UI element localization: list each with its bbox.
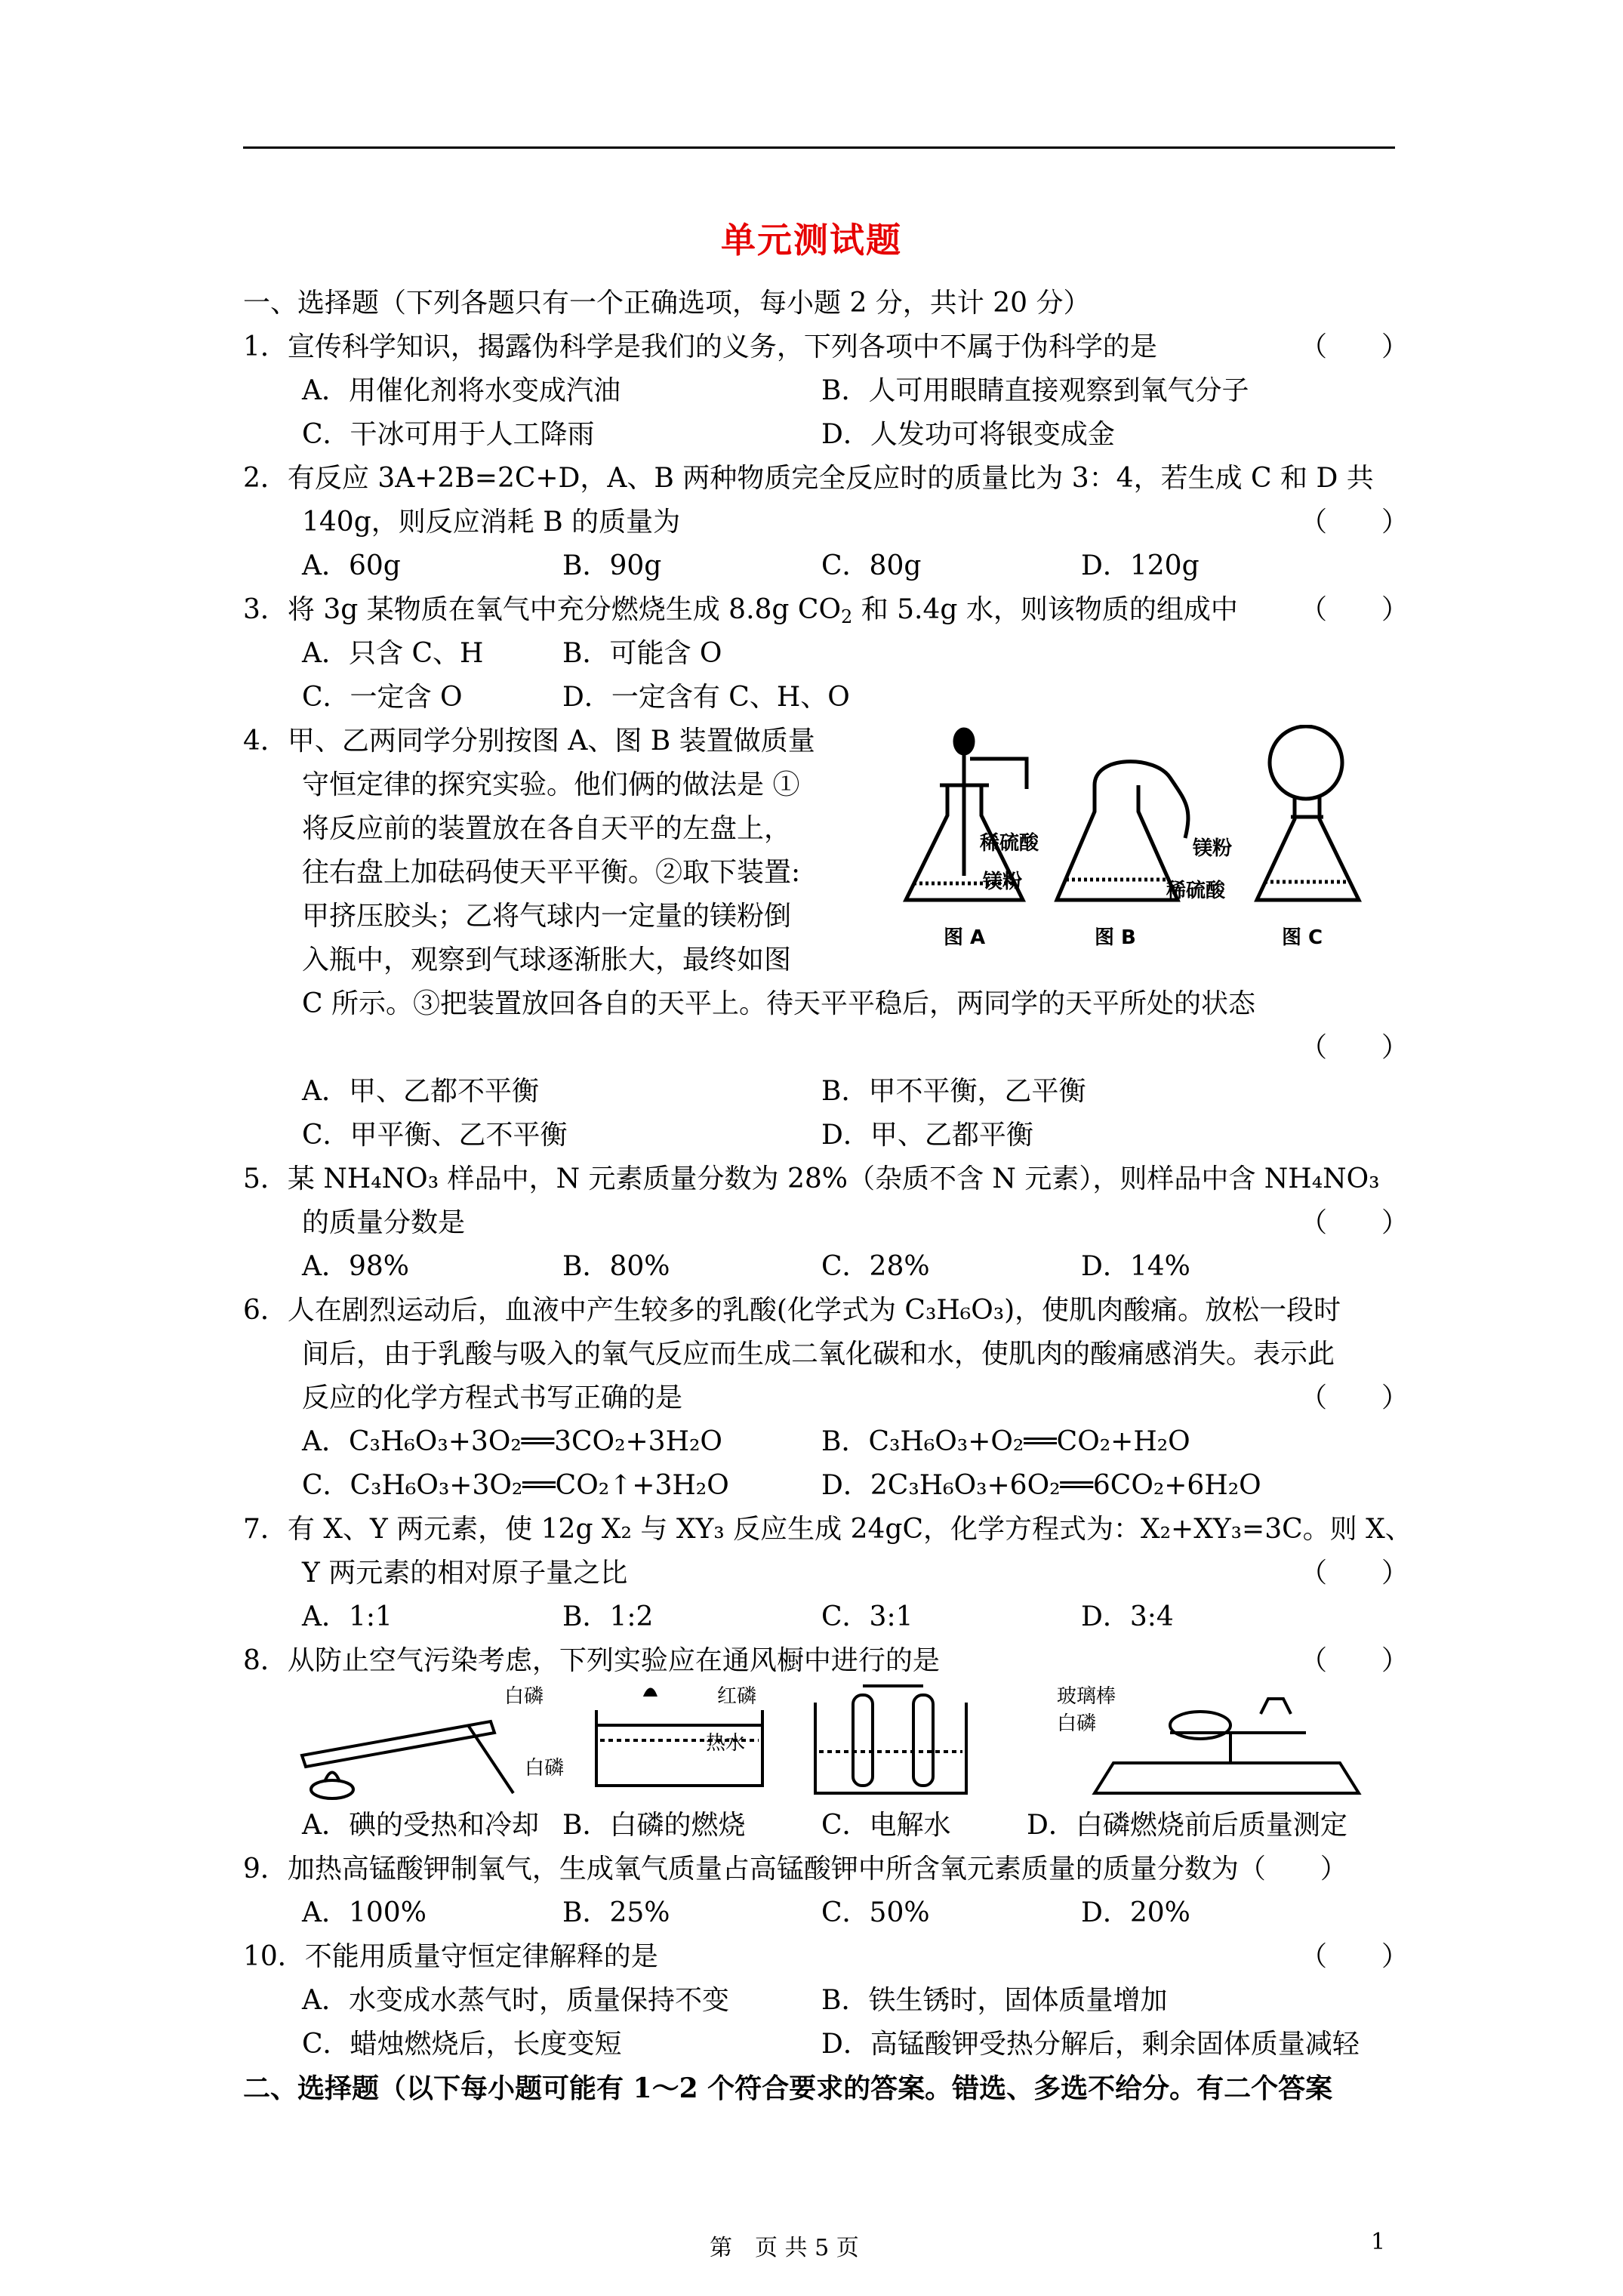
q6-line1: 6．人在剧烈运动后，血液中产生较多的乳酸(化学式为 C₃H₆O₃)，使肌肉酸痛。放松一段时 bbox=[243, 1295, 1341, 1326]
iodine-heating-apparatus bbox=[302, 1721, 513, 1798]
fig8-hot-water-label: 热水 bbox=[706, 1732, 746, 1755]
q5-option-c: C．28% bbox=[821, 1251, 930, 1282]
q8-option-c: C．电解水 bbox=[821, 1810, 951, 1841]
q3-option-d: D．一定含有 C、H、O bbox=[562, 682, 850, 713]
q10-answer-paren: （ ） bbox=[1300, 1941, 1409, 1972]
q4-line6: 入瓶中，观察到气球逐渐胀大，最终如图 bbox=[302, 945, 792, 975]
fig8-white-p-label-2: 白磷 bbox=[525, 1757, 565, 1780]
q8-option-a: A．碘的受热和冷却 bbox=[302, 1810, 539, 1841]
q6-answer-paren: （ ） bbox=[1300, 1382, 1409, 1413]
q5-line1: 5．某 NH₄NO₃ 样品中，N 元素质量分数为 28%（杂质不含 N 元素），则样品中含 NH₄NO₃ bbox=[243, 1163, 1380, 1194]
q4-line5: 甲挤压胶头；乙将气球内一定量的镁粉倒 bbox=[302, 901, 792, 932]
q5-option-a: A．98% bbox=[302, 1251, 410, 1282]
fig-c-caption: 图 C bbox=[1282, 926, 1323, 949]
q9-stem: 9．加热高锰酸钾制氧气，生成氧气质量占高锰酸钾中所含氧元素质量的质量分数为（ ） bbox=[243, 1854, 1347, 1885]
q6-line2: 间后，由于乳酸与吸入的氧气反应而生成二氧化碳和水，使肌肉的酸痛感消失。表示此 bbox=[302, 1339, 1335, 1370]
q8-stem: 8．从防止空气污染考虑，下列实验应在通风橱中进行的是 bbox=[243, 1645, 940, 1676]
q7-option-c: C．3:1 bbox=[821, 1601, 913, 1632]
q1-option-a: A．用催化剂将水变成汽油 bbox=[302, 375, 621, 406]
q4-line2: 守恒定律的探究实验。他们俩的做法是 ① bbox=[302, 769, 800, 800]
q1-answer-paren: （ ） bbox=[1300, 331, 1409, 362]
q2-answer-paren: （ ） bbox=[1300, 507, 1409, 538]
fig-b-acid-label: 稀硫酸 bbox=[1166, 880, 1226, 902]
fig8-white-p-label-3: 白磷 bbox=[1057, 1712, 1097, 1735]
q7-line2: Y 两元素的相对原子量之比 bbox=[302, 1558, 628, 1589]
q5-option-b: B．80% bbox=[562, 1251, 670, 1282]
q9-option-d: D．20% bbox=[1081, 1897, 1190, 1928]
page-number: 1 bbox=[1371, 2229, 1386, 2255]
q4-answer-paren: （ ） bbox=[1300, 1032, 1409, 1063]
q4-option-c: C．甲平衡、乙不平衡 bbox=[302, 1120, 568, 1151]
q8-answer-paren: （ ） bbox=[1300, 1645, 1409, 1676]
q10-option-d: D．高锰酸钾受热分解后，剩余固体质量减轻 bbox=[821, 2029, 1360, 2060]
q1-stem: 1．宣传科学知识，揭露伪科学是我们的义务，下列各项中不属于伪科学的是 bbox=[243, 331, 1157, 362]
balance-apparatus bbox=[1095, 1699, 1359, 1793]
q6-option-d: D．2C₃H₆O₃+6O₂══6CO₂+6H₂O bbox=[821, 1470, 1261, 1501]
q5-option-d: D．14% bbox=[1081, 1251, 1190, 1282]
q7-option-b: B．1:2 bbox=[562, 1601, 654, 1632]
q9-option-a: A．100% bbox=[302, 1897, 427, 1928]
q9-option-c: C．50% bbox=[821, 1897, 930, 1928]
q6-option-a: A．C₃H₆O₃+3O₂══3CO₂+3H₂O bbox=[302, 1426, 722, 1457]
electrolysis-apparatus bbox=[815, 1686, 966, 1793]
q1-option-c: C．干冰可用于人工降雨 bbox=[302, 419, 595, 450]
q4-line4: 往右盘上加砝码使天平平衡。②取下装置: bbox=[302, 857, 801, 888]
section2-heading: 二、选择题（以下每小题可能有 1～2 个符合要求的答案。错选、多选不给分。有二个答案 bbox=[243, 2073, 1333, 2104]
q9-option-b: B．25% bbox=[562, 1897, 670, 1928]
fig-a-mg-label: 镁粉 bbox=[983, 871, 1023, 893]
q2-option-d: D．120g bbox=[1081, 550, 1200, 581]
q4-line1: 4．甲、乙两同学分别按图 A、图 B 装置做质量 bbox=[243, 726, 815, 757]
q10-option-b: B．铁生锈时，固体质量增加 bbox=[821, 1985, 1168, 2016]
section1-heading: 一、选择题（下列各题只有一个正确选项，每小题 2 分，共计 20 分） bbox=[243, 288, 1091, 319]
q7-line1: 7．有 X、Y 两元素，使 12g X₂ 与 XY₃ 反应生成 24gC，化学方程式为：X₂+XY₃=3C。则 X、 bbox=[243, 1514, 1412, 1545]
q4-option-d: D．甲、乙都平衡 bbox=[821, 1120, 1033, 1151]
q5-answer-paren: （ ） bbox=[1300, 1207, 1409, 1238]
q8-option-d: D．白磷燃烧前后质量测定 bbox=[1027, 1810, 1347, 1841]
q1-option-b: B．人可用眼睛直接观察到氧气分子 bbox=[821, 375, 1249, 406]
fig8-glass-rod-label: 玻璃棒 bbox=[1057, 1685, 1116, 1708]
q3-answer-paren: （ ） bbox=[1300, 594, 1409, 625]
q2-option-c: C．80g bbox=[821, 550, 922, 581]
q4-option-a: A．甲、乙都不平衡 bbox=[302, 1076, 539, 1107]
q7-option-d: D．3:4 bbox=[1081, 1601, 1174, 1632]
q7-answer-paren: （ ） bbox=[1300, 1558, 1409, 1589]
page-title: 单元测试题 bbox=[721, 220, 902, 260]
q3-option-a: A．只含 C、H bbox=[302, 638, 484, 669]
q10-option-c: C．蜡烛燃烧后，长度变短 bbox=[302, 2029, 622, 2060]
q8-option-b: B．白磷的燃烧 bbox=[562, 1810, 746, 1841]
q4-option-b: B．甲不平衡，乙平衡 bbox=[821, 1076, 1086, 1107]
q3-option-b: B．可能含 O bbox=[562, 638, 722, 669]
fig-a-acid-label: 稀硫酸 bbox=[980, 832, 1039, 855]
fig-b-caption: 图 B bbox=[1095, 926, 1136, 949]
q6-line3: 反应的化学方程式书写正确的是 bbox=[302, 1382, 683, 1413]
q4-apparatus-figure bbox=[868, 725, 1397, 951]
q5-line2: 的质量分数是 bbox=[302, 1207, 466, 1238]
q4-line7: C 所示。③把装置放回各自的天平上。待天平平稳后，两同学的天平所处的状态 bbox=[302, 988, 1255, 1019]
q1-option-d: D．人发功可将银变成金 bbox=[821, 419, 1115, 450]
q3-option-c: C．一定含 O bbox=[302, 682, 463, 713]
q2-option-b: B．90g bbox=[562, 550, 662, 581]
q7-option-a: A．1:1 bbox=[302, 1601, 393, 1632]
q10-stem: 10．不能用质量守恒定律解释的是 bbox=[243, 1941, 658, 1972]
fig-a-caption: 图 A bbox=[944, 926, 986, 949]
fig-b-mg-label: 镁粉 bbox=[1193, 837, 1233, 860]
q8-apparatus-figure bbox=[294, 1680, 1389, 1801]
fig8-white-p-label: 白磷 bbox=[504, 1685, 544, 1708]
q6-option-c: C．C₃H₆O₃+3O₂══CO₂↑+3H₂O bbox=[302, 1470, 729, 1501]
q2-stem-line1: 2．有反应 3A+2B=2C+D，A、B 两种物质完全反应时的质量比为 3：4，若生成 C 和 D 共 bbox=[243, 463, 1374, 494]
header-rule bbox=[243, 146, 1395, 149]
figure-c-flask bbox=[1257, 726, 1359, 900]
q3-stem: 3．将 3g 某物质在氧气中充分燃烧生成 8.8g $CO_2$ 和 5.4g 水，则该物质的组成中 bbox=[243, 594, 1238, 627]
q4-line3: 将反应前的装置放在各自天平的左盘上， bbox=[302, 813, 792, 844]
page-footer: 第 页 共 5 页 bbox=[710, 2235, 859, 2261]
q6-option-b: B．C₃H₆O₃+O₂══CO₂+H₂O bbox=[821, 1426, 1190, 1457]
q2-stem-line2: 140g，则反应消耗 B 的质量为 bbox=[302, 507, 681, 538]
q2-option-a: A．60g bbox=[302, 550, 401, 581]
fig8-red-p-label: 红磷 bbox=[717, 1685, 757, 1708]
q10-option-a: A．水变成水蒸气时，质量保持不变 bbox=[302, 1985, 729, 2016]
